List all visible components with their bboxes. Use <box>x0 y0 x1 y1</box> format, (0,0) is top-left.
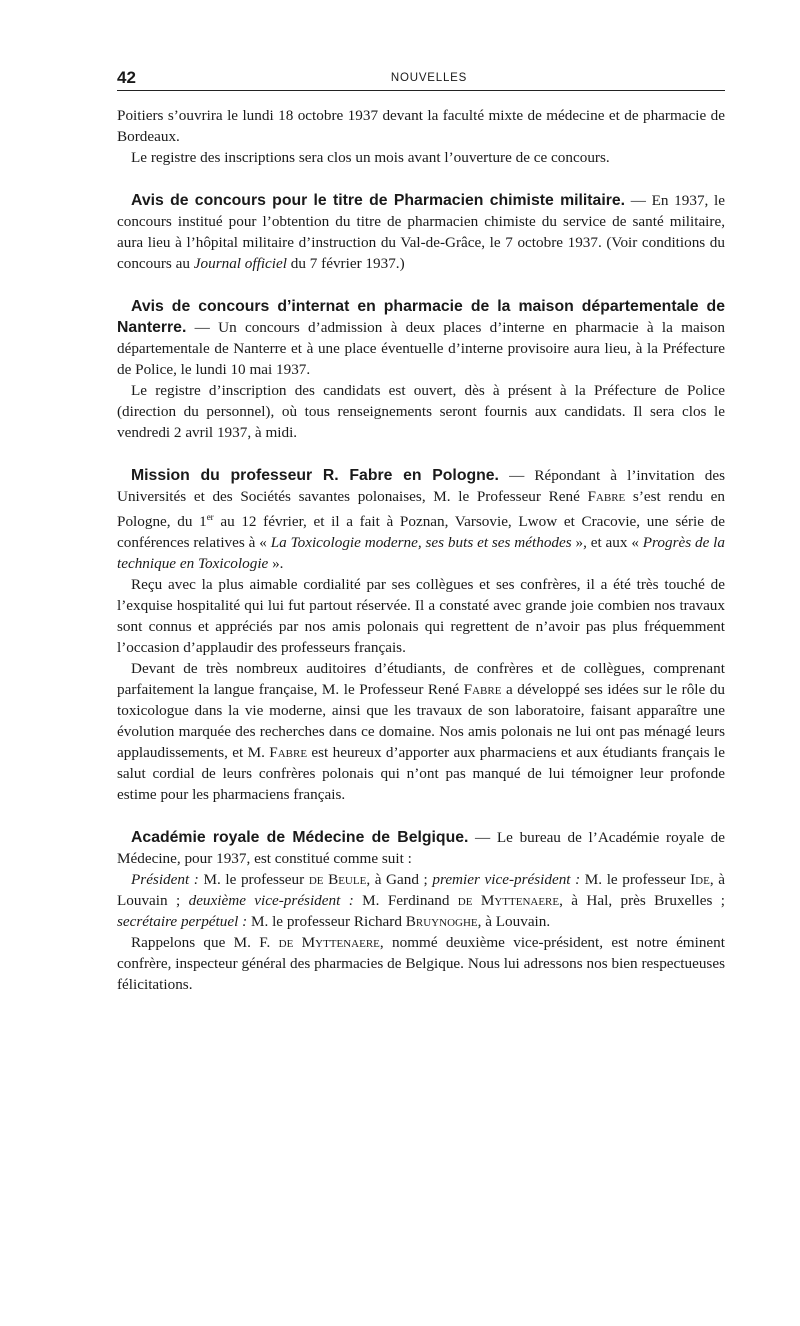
page-header <box>117 60 725 91</box>
notice-belgian-academy: Académie royale de Médecine de Belgique. — Le bureau de l’Académie royale de Médecine, pour 1937, est constitué comme suit : <box>117 829 725 868</box>
section-heading: Mission du professeur R. Fabre en Pologne. <box>131 467 499 484</box>
page <box>117 60 725 995</box>
section-heading: Avis de concours pour le titre de Pharmacien chimiste militaire. <box>131 192 626 209</box>
paragraph: Reçu avec la plus aimable cordialité par ses collègues et ses confrères, il a été très touché de l’exquise hospitalité qui lui fut partout réservée. Il a constaté avec grande joie combien nos travaux sont connus et appréciés par nos amis polonais qui regrettent de n’avoir pas plus fréquemment l’occasion d’applaudir des professeurs français. <box>117 576 725 657</box>
notice-nanterre-internship: Avis de concours d’internat en pharmacie de la maison départementale de Nanterre. — Un concours d’admission à deux places d’interne en pharmacie à la maison départementale de Nanterre et à une place éventuelle d’interne provisoire aura lieu, à la Préfecture de Police, le lundi 10 mai 1937. <box>117 298 725 378</box>
paragraph: Le registre des inscriptions sera clos un mois avant l’ouverture de ce concours. <box>131 149 610 166</box>
running-title: NOUVELLES <box>390 72 468 84</box>
paragraph: Le registre d’inscription des candidats est ouvert, dès à présent à la Préfecture de Police (direction du personnel), où tous renseignements seront fournis aux candidats. Il sera clos le vendredi 2 avril 1937, à midi. <box>117 382 725 441</box>
paragraph: Poitiers s’ouvrira le lundi 18 octobre 1937 devant la faculté mixte de médecine et de pharmacie de Bordeaux. <box>117 107 725 145</box>
paragraph: Devant de très nombreux auditoires d’étudiants, de confrères et de collègues, comprenant parfaitement la langue française, M. le Professeur René Fabre a développé ses idées sur le rôle du toxicologue dans la vie moderne, ainsi que les travaux de son laboratoire, faisant apparaître une évolution marquée des recherches dans ce domaine. Nos amis polonais ne lui ont pas ménagé leurs applaudissements, et M. Fabre est heureux d’apporter aux pharmaciens et aux étudiants français le salut cordial de leurs confrères polonais qui n’ont pas manqué de lui témoigner leur profonde estime pour les pharmaciens français. <box>117 660 725 804</box>
page-number: 42 <box>117 68 136 87</box>
paragraph: Rappelons que M. F. de Myttenaere, nommé deuxième vice-président, est notre éminent confrère, inspecteur général des pharmacies de Belgique. Nous lui adressons nos bien respectueuses félicitations. <box>117 934 725 994</box>
section-heading: Avis de concours d’internat en pharmacie de la maison départementale de Nanterre. <box>117 298 725 336</box>
paragraph: Président : M. le professeur de Beule, à Gand ; premier vice-président : M. le professeur Ide, à Louvain ; deuxième vice-président : M. Ferdinand de Myttenaere, à Hal, près Bruxelles ; secrétaire perpétuel : M. le professeur Richard Bruynoghe, à Louvain. <box>117 871 725 931</box>
notice-fabre-mission: Mission du professeur R. Fabre en Pologne. — Répondant à l’invitation des Universités et des Sociétés savantes polonaises, M. le Professeur René Fabre s’est rendu en Pologne, du 1er au 12 février, et il a fait à Poznan, Varsovie, Lwow et Cracovie, une série de conférences relatives à « La Toxicologie moderne, ses buts et ses méthodes », et aux « Progrès de la technique en Toxicologie ». <box>117 467 726 573</box>
section-heading: Académie royale de Médecine de Belgique. <box>131 829 469 847</box>
article-body <box>117 105 725 995</box>
notice-military-pharmacist: Avis de concours pour le titre de Pharmacien chimiste militaire. — En 1937, le concours institué pour l’obtention du titre de pharmacien chimiste du service de santé militaire, aura lieu à l’hôpital militaire d’instruction du Val-de-Grâce, le 7 octobre 1937. (Voir conditions du concours au Journal officiel du 7 février 1937.) <box>117 192 726 272</box>
